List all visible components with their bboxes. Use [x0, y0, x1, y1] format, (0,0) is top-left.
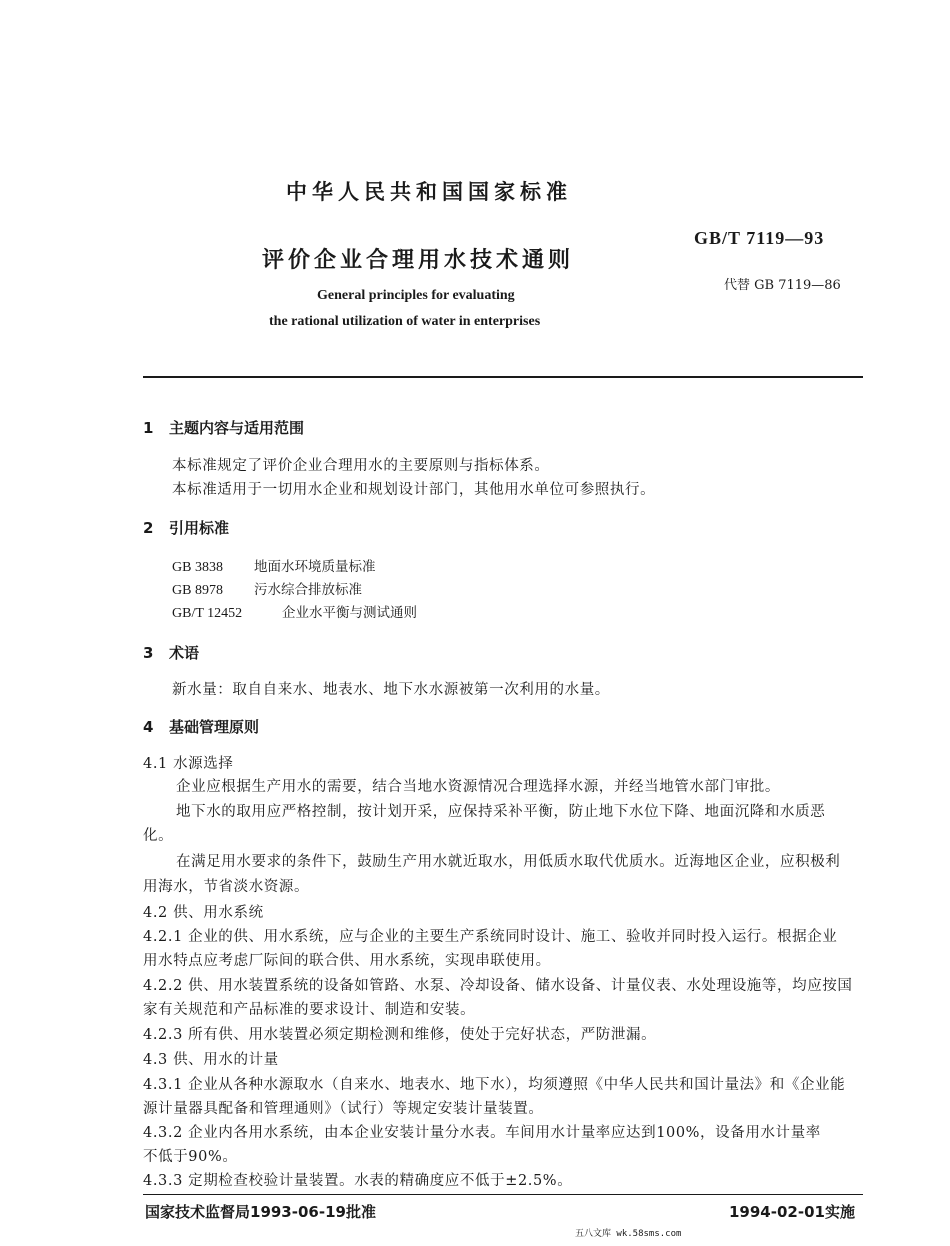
clause: 家有关规范和产品标准的要求设计、制造和安装。: [143, 1002, 476, 1018]
section-4-heading: [143, 716, 259, 737]
section-1-heading: [143, 417, 304, 438]
paragraph: 地下水的取用应严格控制，按计划开采，应保持采补平衡，防止地下水位下降、地面沉降和水质恶: [176, 804, 826, 820]
section-number: 2: [143, 519, 154, 537]
reference-item: [172, 555, 376, 576]
subsection-heading: 4.2 供、用水系统: [143, 905, 264, 921]
reference-name: 企业水平衡与测试通则: [282, 605, 417, 621]
footer-divider: [143, 1194, 863, 1195]
paragraph: 本标准适用于一切用水企业和规划设计部门，其他用水单位可参照执行。: [172, 482, 656, 498]
paragraph: 用海水，节省淡水资源。: [143, 879, 310, 895]
subsection-heading: 4.1 水源选择: [143, 756, 234, 772]
section-3-heading: [143, 642, 199, 663]
document-title-cn: 评价企业合理用水技术通则: [262, 248, 575, 273]
national-standard-heading: 中华人民共和国国家标准: [286, 180, 572, 204]
approval-date: 国家技术监督局1993-06-19批准: [145, 1203, 376, 1221]
section-2-heading: [143, 517, 229, 538]
clause: 不低于90%。: [143, 1149, 238, 1165]
effective-date: 1994-02-01实施: [729, 1203, 855, 1221]
site-watermark: 五八文库 wk.58sms.com: [575, 1229, 682, 1239]
clause: 用水特点应考虑厂际间的联合供、用水系统，实现串联使用。: [143, 953, 551, 969]
reference-name: 污水综合排放标准: [254, 582, 362, 598]
paragraph: 在满足用水要求的条件下，鼓励生产用水就近取水，用低质水取代优质水。近海地区企业，应积极利: [176, 854, 841, 870]
reference-code: GB 3838: [172, 560, 223, 575]
section-title: 基础管理原则: [169, 718, 260, 736]
clause: 4.2.1 企业的供、用水系统，应与企业的主要生产系统同时设计、施工、验收并同时投入运行。根据企业: [143, 929, 838, 945]
reference-item: [172, 601, 417, 622]
document-title-en-line1: General principles for evaluating: [317, 288, 515, 303]
reference-code: GB 8978: [172, 583, 223, 598]
subsection-heading: 4.3 供、用水的计量: [143, 1052, 279, 1068]
section-number: 1: [143, 419, 154, 437]
header-divider: [143, 376, 863, 378]
section-title: 引用标准: [169, 519, 230, 537]
section-number: 3: [143, 644, 154, 662]
section-number: 4: [143, 718, 154, 736]
reference-code: GB/T 12452: [172, 606, 243, 621]
clause: 4.2.2 供、用水装置系统的设备如管路、水泵、冷却设备、储水设备、计量仪表、水处理设施等，均应按国: [143, 978, 853, 994]
clause: 源计量器具配备和管理通则》（试行）等规定安装计量装置。: [143, 1101, 544, 1117]
clause: 4.3.2 企业内各用水系统，由本企业安装计量分水表。车间用水计量率应达到100%，设备用水计量率: [143, 1125, 821, 1141]
reference-name: 地面水环境质量标准: [254, 559, 376, 575]
paragraph: 新水量：取自自来水、地表水、地下水水源被第一次利用的水量。: [172, 682, 610, 698]
clause: 4.3.3 定期检查校验计量装置。水表的精确度应不低于±2.5%。: [143, 1173, 573, 1189]
paragraph: 本标准规定了评价企业合理用水的主要原则与指标体系。: [172, 458, 550, 474]
replaces-standard: 代替 GB 7119—86: [724, 278, 841, 293]
reference-item: [172, 578, 362, 599]
section-title: 主题内容与适用范围: [169, 419, 305, 437]
clause: 4.2.3 所有供、用水装置必须定期检测和维修，使处于完好状态，严防泄漏。: [143, 1027, 657, 1043]
standard-number: GB/T 7119—93: [694, 228, 825, 248]
clause: 4.3.1 企业从各种水源取水（自来水、地表水、地下水），均须遵照《中华人民共和国计量法》和《企业能: [143, 1077, 846, 1093]
document-title-en-line2: the rational utilization of water in enterprises: [269, 314, 541, 329]
paragraph: 企业应根据生产用水的需要，结合当地水资源情况合理选择水源，并经当地管水部门审批。: [176, 779, 780, 795]
paragraph: 化。: [143, 828, 174, 844]
section-title: 术语: [169, 644, 200, 662]
